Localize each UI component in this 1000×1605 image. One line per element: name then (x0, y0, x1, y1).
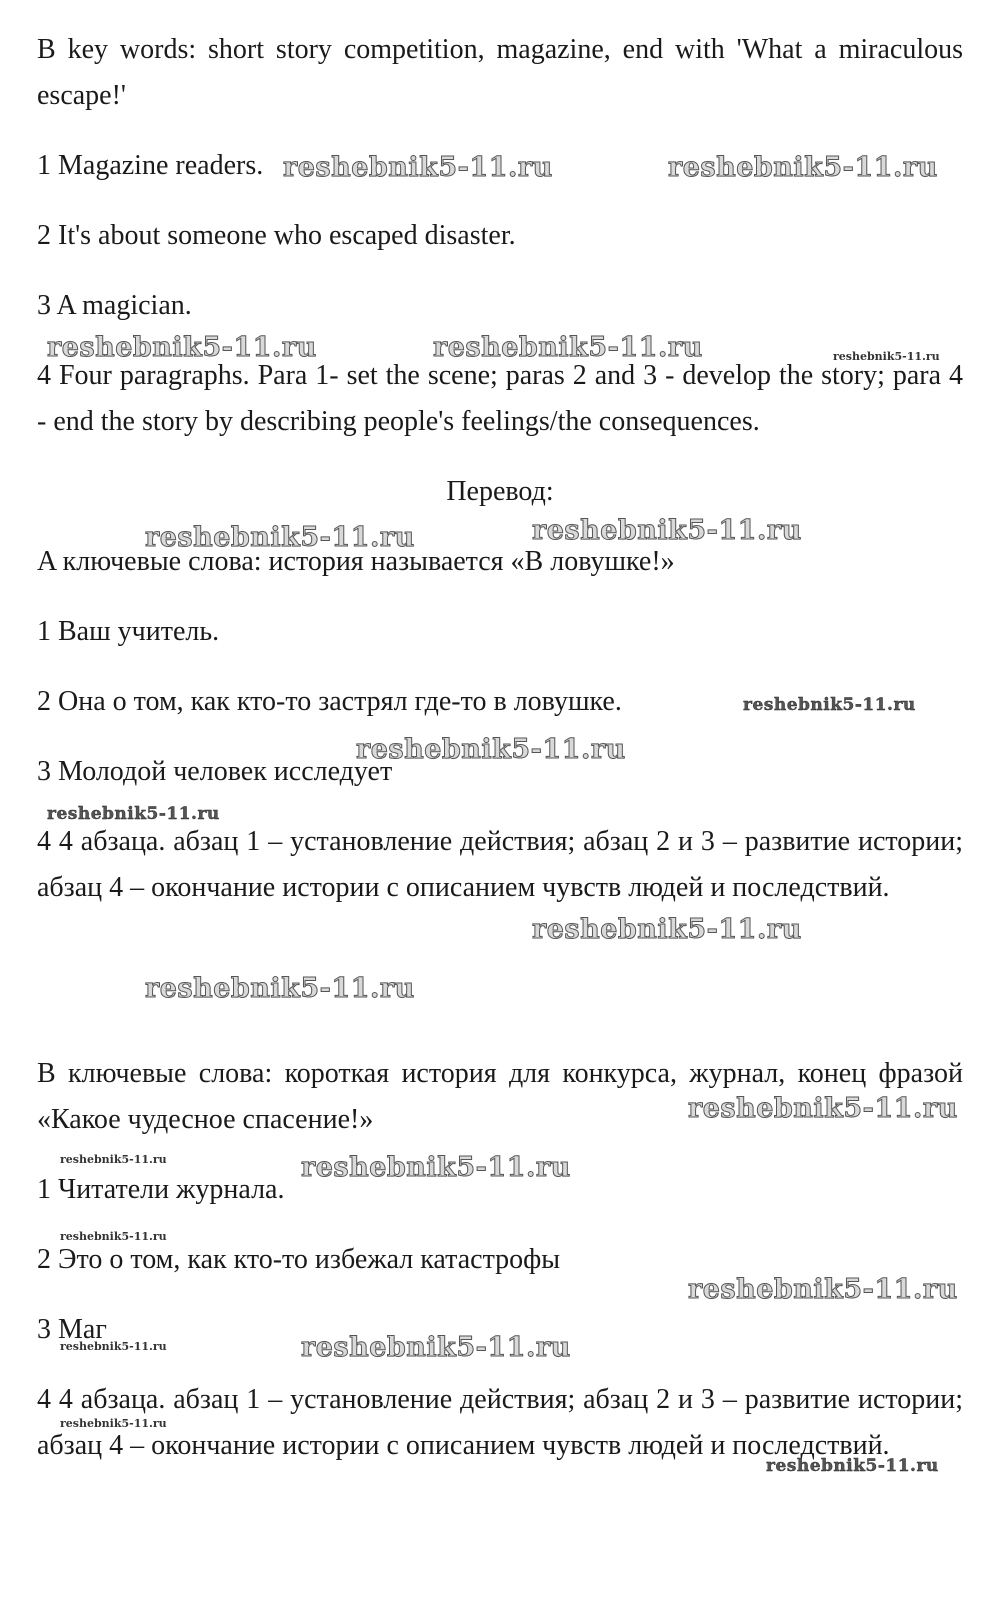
watermark: reshebnik5-11.ru (766, 1456, 939, 1476)
watermark: reshebnik5-11.ru (60, 1230, 167, 1243)
watermark: reshebnik5-11.ru (433, 332, 703, 363)
watermark: reshebnik5-11.ru (688, 1093, 958, 1124)
watermark: reshebnik5-11.ru (668, 152, 938, 183)
translation-b-answer-4: 4 4 абзаца. абзац 1 – установление действия; абзац 2 и 3 – развитие истории; абзац 4 – окончание истории с описанием чувств людей и последствий. (37, 1384, 963, 1461)
english-key-words: B key words: short story competition, magazine, end with 'What a miraculous escape!' (37, 34, 963, 111)
watermark: reshebnik5-11.ru (356, 734, 626, 765)
translation-a-answer-2: 2 Она о том, как кто-то застрял где-то в ловушке. (37, 686, 622, 717)
translation-a-answer-1: 1 Ваш учитель. (37, 616, 220, 647)
watermark: reshebnik5-11.ru (47, 332, 317, 363)
watermark: reshebnik5-11.ru (532, 515, 802, 546)
watermark: reshebnik5-11.ru (743, 695, 916, 715)
watermark: reshebnik5-11.ru (688, 1274, 958, 1305)
watermark: reshebnik5-11.ru (532, 914, 802, 945)
translation-a-key-words: A ключевые слова: история называется «В ловушке!» (37, 546, 675, 577)
watermark: reshebnik5-11.ru (60, 1417, 167, 1430)
watermark: reshebnik5-11.ru (301, 1332, 571, 1363)
watermark: reshebnik5-11.ru (833, 350, 940, 363)
translation-heading: Перевод: (446, 476, 554, 507)
english-answer-3: 3 A magician. (37, 290, 192, 321)
watermark: reshebnik5-11.ru (60, 1340, 167, 1353)
watermark: reshebnik5-11.ru (301, 1152, 571, 1183)
translation-b-key-words: B ключевые слова: короткая история для конкурса, журнал, конец фразой «Какое чудесное спасение!» (37, 1058, 963, 1135)
watermark: reshebnik5-11.ru (60, 1153, 167, 1166)
translation-a-answer-4: 4 4 абзаца. абзац 1 – установление действия; абзац 2 и 3 – развитие истории; абзац 4 – окончание истории с описанием чувств людей и последствий. (37, 826, 963, 903)
watermark: reshebnik5-11.ru (145, 522, 415, 553)
translation-a-answer-3: 3 Молодой человек исследует (37, 756, 393, 787)
english-answer-1: 1 Magazine readers. (37, 150, 264, 181)
watermark: reshebnik5-11.ru (145, 973, 415, 1004)
english-answer-4: 4 Four paragraphs. Para 1- set the scene; paras 2 and 3 - develop the story; para 4 - end the story by describing people's feelings/the consequences. (37, 360, 963, 437)
watermark: reshebnik5-11.ru (47, 804, 220, 824)
english-answer-2: 2 It's about someone who escaped disaster. (37, 220, 516, 251)
translation-b-answer-1: 1 Читатели журнала. (37, 1174, 285, 1205)
translation-b-answer-2: 2 Это о том, как кто-то избежал катастрофы (37, 1244, 561, 1275)
watermark: reshebnik5-11.ru (283, 152, 553, 183)
translation-b-answer-3: 3 Маг (37, 1314, 107, 1345)
